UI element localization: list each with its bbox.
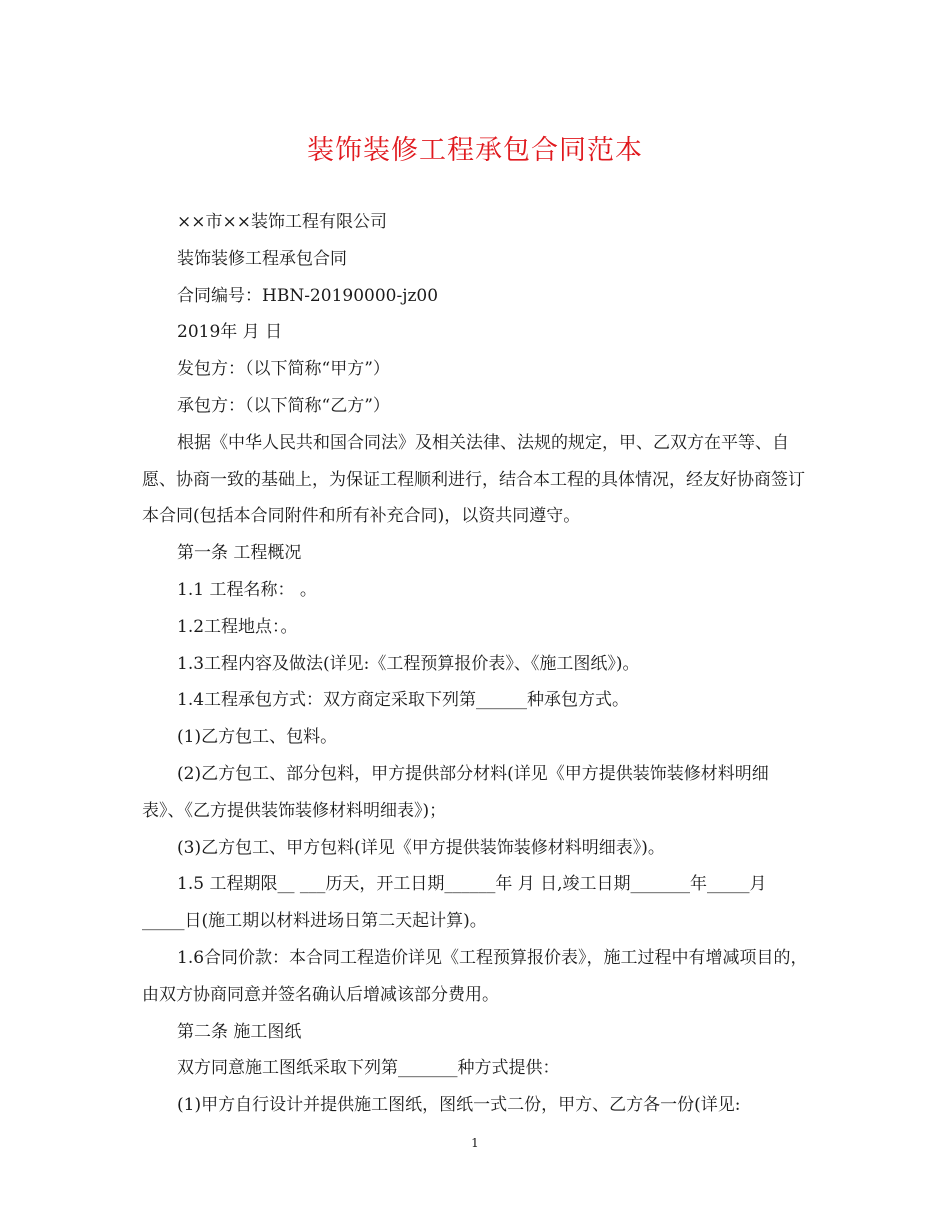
company-name: ××市××装饰工程有限公司 [177,212,387,232]
page-number: 1 [471,1136,479,1150]
article-2-heading: 第二条 施工图纸 [177,1021,302,1042]
article-1-heading: 第一条 工程概况 [177,543,302,564]
contract-date: 2019年 月 日 [177,322,283,343]
clause-1-4: 1.4工程承包方式：双方商定采取下列第______种承包方式。 [177,690,630,711]
clause-1-3: 1.3工程内容及做法(详见:《工程预算报价表》、《施工图纸》)。 [177,653,640,674]
clause-1-2: 1.2工程地点：。 [177,616,298,637]
party-a: 发包方：（以下简称“甲方”） [177,359,390,380]
clause-1-4-option-1: (1)乙方包工、包料。 [177,727,338,748]
clause-1-5: 1.5 工程期限__ ___历天，开工日期______年 月 日,竣工日期_______年_____月_____日(施工期以材料进场日第二天起计算)。 [142,874,767,932]
clause-1-6: 1.6合同价款：本合同工程造价详见《工程预算报价表》，施工过程中有增减项目的，由双方协商同意并签名确认后增减该部分费用。 [142,947,808,1005]
preamble-paragraph: 根据《中华人民共和国合同法》及相关法律、法规的规定，甲、乙双方在平等、自愿、协商一致的基础上，为保证工程顺利进行，结合本工程的具体情况，经友好协商签订本合同(包括本合同附件和所有补充合同)，以资共同遵守。 [142,432,805,527]
document-title: 装饰装修工程承包合同范本 [307,135,643,166]
clause-1-4-option-2: (2)乙方包工、部分包料，甲方提供部分材料(详见《甲方提供装饰装修材料明细表》、《乙方提供装饰装修材料明细表》)； [142,763,769,821]
article-2-intro: 双方同意施工图纸采取下列第_______种方式提供： [177,1058,560,1079]
article-2-option-1: (1)甲方自行设计并提供施工图纸，图纸一式二份，甲方、乙方各一份(详见: [177,1095,741,1116]
contract-number: 合同编号：HBN-20190000-jz00 [177,285,439,306]
clause-1-4-option-3: (3)乙方包工、甲方包料(详见《甲方提供装饰装修材料明细表》)。 [177,837,665,858]
contract-name: 装饰装修工程承包合同 [177,248,347,269]
document-body [142,204,808,1124]
clause-1-1: 1.1 工程名称： 。 [177,579,317,600]
party-b: 承包方：（以下简称“乙方”） [177,395,390,416]
